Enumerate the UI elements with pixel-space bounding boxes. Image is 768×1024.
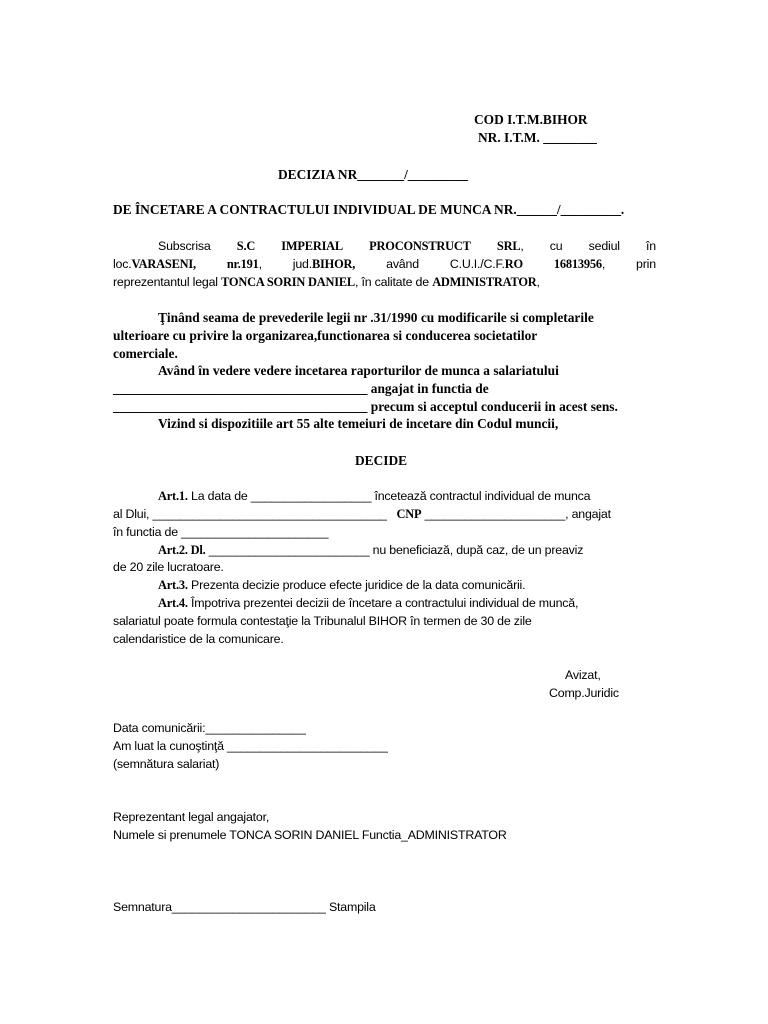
communication-date-field: Data comunicării:_______________ xyxy=(113,721,306,735)
representative-name-line: Numele si prenumele TONCA SORIN DANIEL Functia_ADMINISTRATOR xyxy=(113,828,507,842)
intro-line-1 xyxy=(113,237,656,255)
article-3-text: Prezenta decizie produce efecte juridice de la data comunicării. xyxy=(187,578,526,592)
intro-word: loc. xyxy=(113,257,132,271)
consideration-1-line-1: Ţinând seama de prevederile legii nr .31/1990 cu modificarile si completarile xyxy=(158,310,594,325)
document-title: DE ÎNCETARE A CONTRACTULUI INDIVIDUAL DE MUNCA NR.______/_________. xyxy=(113,202,625,217)
legal-rep-role: ADMINISTRATOR xyxy=(432,275,537,289)
dl-label: Dl. xyxy=(187,543,206,557)
intro-word: în xyxy=(645,239,656,253)
article-4-line-2: salariatul poate formula contestaţie la Tribunalul BIHOR în termen de 30 de zile xyxy=(113,614,532,628)
intro-text: reprezentantul legal xyxy=(113,275,218,289)
company-prefix: S.C xyxy=(236,239,256,253)
signature-stamp-line: Semnatura_______________________ Stampila xyxy=(113,900,376,914)
nr-itm: NR. I.T.M. ________ xyxy=(478,130,597,145)
article-1-text: La data de __________________ încetează contractul individual de munca xyxy=(187,489,591,503)
legal-representative-label: Reprezentant legal angajator, xyxy=(113,810,270,824)
intro-word: având xyxy=(386,257,419,271)
decide-heading: DECIDE xyxy=(355,453,408,468)
article-3-line xyxy=(113,576,673,594)
article-4-line-1 xyxy=(113,594,673,612)
article-4-label: Art.4. xyxy=(158,596,188,610)
comma: , xyxy=(601,257,606,271)
article-1-line-3: în functia de ______________________ xyxy=(113,525,329,539)
cui-number: 16813956 xyxy=(553,257,602,271)
locality: VARASENI, xyxy=(131,257,196,271)
article-4-line-3: calendaristice de la comunicare. xyxy=(113,632,284,646)
consideration-2-line-3: ______________________________________ precum si acceptul conducerii in acest sens. xyxy=(113,399,618,414)
article-2-text: ________________________ nu beneficiază, după caz, de un preaviz xyxy=(205,543,584,557)
intro-line-2 xyxy=(113,255,656,273)
intro-word: C.U.I./C.F. xyxy=(449,257,505,271)
company-name-3: SRL xyxy=(496,239,521,253)
intro-word: Subscrisa xyxy=(158,239,211,253)
article-4-text: Împotriva prezentei decizii de încetare a contractului individual de muncă, xyxy=(187,596,579,610)
comp-juridic-label: Comp.Juridic xyxy=(549,686,619,700)
intro-word: sediul xyxy=(588,239,620,253)
comma: , xyxy=(520,239,524,253)
decizia-nr: DECIZIA NR_______/_________ xyxy=(278,167,469,182)
intro-text: , în calitate de xyxy=(354,275,429,289)
consideration-1-line-2: ulterioare cu privire la organizarea,functionarea si conducerea societatilor xyxy=(113,328,538,343)
consideration-2-line-2: ______________________________________ angajat in functia de xyxy=(113,381,489,396)
intro-word: cu xyxy=(549,239,563,253)
intro-word: prin xyxy=(636,257,656,271)
county: BIHOR, xyxy=(311,257,356,271)
article-1-line-1 xyxy=(113,487,673,505)
employee-signature-note: (semnătura salariat) xyxy=(113,757,220,771)
consideration-1-line-3: comerciale. xyxy=(113,346,178,361)
cod-itm: COD I.T.M.BIHOR xyxy=(474,112,588,127)
article-2-line-2: de 20 zile lucratoare. xyxy=(113,560,224,574)
article-1-line-2 xyxy=(113,505,673,523)
article-1-label: Art.1. xyxy=(158,489,188,503)
company-name-2: PROCONSTRUCT xyxy=(369,239,471,253)
article-1-text: al Dlui, ___________________________________ xyxy=(113,507,387,521)
article-1-text: _____________________, angajat xyxy=(421,507,611,521)
intro-word: jud. xyxy=(292,257,312,271)
company-name-1: IMPERIAL xyxy=(281,239,343,253)
article-2-line-1 xyxy=(113,541,673,559)
legal-rep-name: TONCA SORIN DANIEL xyxy=(221,275,355,289)
cnp-label: CNP xyxy=(396,507,422,521)
article-3-label: Art.3. xyxy=(158,578,188,592)
consideration-3-line-1: Vizind si dispozitiile art 55 alte temeiuri de incetare din Codul muncii, xyxy=(158,416,559,431)
comma: , xyxy=(536,275,540,289)
street-number: nr.191 xyxy=(226,257,259,271)
comma: , xyxy=(258,257,262,271)
acknowledgement-field: Am luat la cunoştinţă ________________________ xyxy=(113,739,388,753)
article-2-label: Art.2. xyxy=(158,543,188,557)
cui-prefix: RO xyxy=(504,257,523,271)
consideration-2-line-1: Având în vedere vedere incetarea raporturilor de munca a salariatului xyxy=(158,363,559,378)
avizat-label: Avizat, xyxy=(565,668,601,682)
intro-line-3 xyxy=(113,273,656,291)
